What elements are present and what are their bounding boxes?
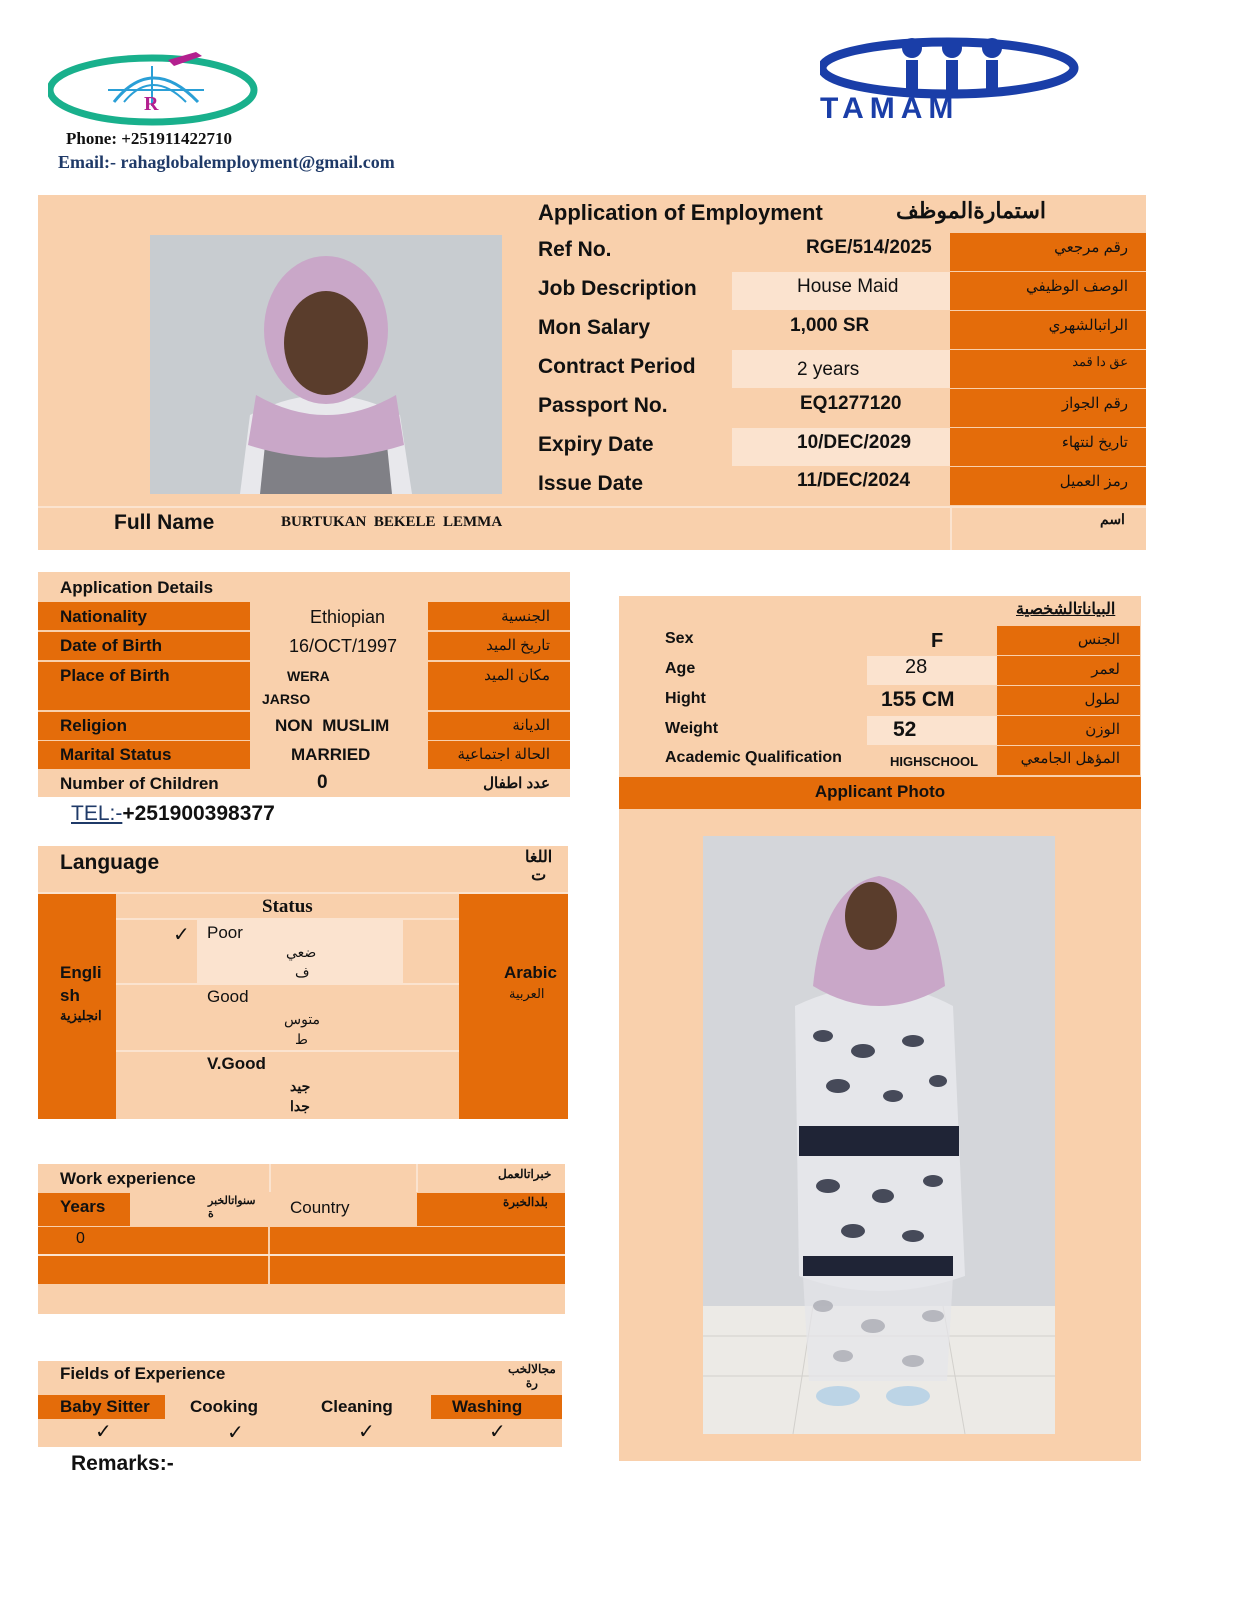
language-title-ar-line2: ت <box>531 867 547 884</box>
details-value-line2: JARSO <box>262 691 311 707</box>
phone-text: Phone: +251911422710 <box>66 129 232 148</box>
app-row-label-ar: عق دا قمد <box>1072 354 1128 369</box>
fields-header-row <box>38 1395 562 1419</box>
work-years-label-ar-line2: ة <box>208 1208 214 1220</box>
personal-label: Hight <box>665 690 706 707</box>
level-label: Poor <box>207 923 243 942</box>
language-level-good <box>116 985 459 1050</box>
portrait-photo <box>150 235 502 494</box>
app-row-value: EQ1277120 <box>800 393 902 414</box>
personal-row-academic <box>645 746 1140 775</box>
tamam-logo-text: TAMAM <box>820 92 960 125</box>
personal-label-ar: لطول <box>1084 691 1120 708</box>
details-label-ar: مكان الميد <box>484 667 550 684</box>
app-row-value: House Maid <box>797 276 899 297</box>
app-row-label-ar: رقم الجواز <box>1061 395 1128 412</box>
level-label: Good <box>207 987 249 1006</box>
details-row-religion <box>38 712 570 740</box>
app-row-job <box>516 272 1146 310</box>
raha-logo <box>48 44 262 128</box>
app-row-label-ar: الراتبالشهري <box>1048 317 1128 334</box>
personal-label: Academic Qualification <box>665 749 842 766</box>
tel-line <box>71 802 275 826</box>
english-label-ar: انجليزية <box>60 1008 102 1023</box>
details-row-pob <box>38 662 570 710</box>
field-baby-sitter: Baby Sitter <box>60 1397 150 1416</box>
english-label-2: sh <box>60 986 80 1005</box>
level-label-ar2: جدا <box>290 1098 310 1114</box>
details-label: Religion <box>60 716 128 735</box>
app-row-value: 10/DEC/2029 <box>797 432 912 453</box>
check-icon: ✓ <box>358 1421 375 1443</box>
details-value: WERA <box>287 668 330 684</box>
app-row-label-ar: الوصف الوظيفي <box>1026 278 1128 295</box>
app-row-value: 11/DEC/2024 <box>797 470 911 491</box>
personal-value: 52 <box>893 718 917 741</box>
personal-value: F <box>931 630 944 652</box>
work-row-1 <box>38 1227 565 1254</box>
details-label-ar: الديانة <box>512 717 550 734</box>
app-row-salary <box>516 311 1146 349</box>
details-label: Place of Birth <box>60 666 170 685</box>
details-label: Date of Birth <box>60 636 162 655</box>
personal-label: Sex <box>665 630 694 647</box>
personal-value: 28 <box>905 656 928 678</box>
full-name-label: Full Name <box>114 511 215 534</box>
language-title-ar-line1: اللغا <box>525 849 553 866</box>
details-value: 16/OCT/1997 <box>289 636 398 656</box>
check-icon: ✓ <box>227 1422 244 1444</box>
english-label-1: Engli <box>60 963 102 982</box>
work-title-ar: خبراتالعمل <box>498 1167 552 1181</box>
app-row-value: RGE/514/2025 <box>806 237 932 258</box>
level-label-ar2: ط <box>295 1031 308 1047</box>
level-label-ar: متوس <box>284 1011 321 1027</box>
status-header: Status <box>262 896 313 917</box>
details-label: Number of Children <box>60 774 219 793</box>
arabic-column <box>459 894 568 1119</box>
personal-label-ar: لعمر <box>1091 661 1120 678</box>
fields-title-ar-line1: مجالالخب <box>508 1362 556 1376</box>
remarks-label: Remarks:- <box>71 1452 174 1475</box>
details-row-children <box>38 770 570 797</box>
app-row-label: Expiry Date <box>538 433 654 456</box>
english-column <box>38 894 116 1119</box>
check-icon: ✓ <box>489 1421 506 1443</box>
details-value: 0 <box>317 772 328 793</box>
details-label-ar: عدد اطفال <box>483 775 550 792</box>
language-title-ar <box>525 849 552 885</box>
app-title: Application of Employment <box>538 200 823 225</box>
personal-row-age <box>645 656 1140 685</box>
details-label: Nationality <box>60 607 147 626</box>
email-text: Email:- rahaglobalemployment@gmail.com <box>58 152 395 172</box>
level-label: V.Good <box>207 1054 266 1073</box>
details-row-nationality <box>38 602 570 630</box>
applicant-photo-label <box>619 777 1141 809</box>
full-name-label-ar: اسم <box>1100 511 1125 527</box>
app-row-passport <box>516 389 1146 427</box>
personal-row-height <box>645 686 1140 715</box>
personal-label-ar: الوزن <box>1085 721 1120 738</box>
personal-row-weight <box>645 716 1140 745</box>
language-level-vgood <box>116 1052 459 1119</box>
applicant-full-photo <box>703 836 1055 1434</box>
app-row-label: Ref No. <box>538 238 612 261</box>
app-row-label-ar: رقم مرجعي <box>1054 239 1128 256</box>
level-label-ar2: ف <box>295 964 310 980</box>
app-row-issue <box>516 467 1146 505</box>
svg-text:R: R <box>144 93 159 115</box>
fields-title: Fields of Experience <box>60 1364 226 1383</box>
details-value: NON MUSLIM <box>275 716 390 735</box>
app-row-label-ar: رمز العميل <box>1059 473 1128 490</box>
details-label-ar: الحالة اجتماعية <box>457 746 550 763</box>
check-icon: ✓ <box>95 1421 112 1443</box>
fields-title-ar <box>508 1362 556 1390</box>
work-header-row <box>38 1193 565 1226</box>
work-years-label-ar <box>208 1195 256 1221</box>
personal-label: Weight <box>665 720 719 737</box>
app-row-value: 1,000 SR <box>790 315 870 336</box>
arabic-label: Arabic <box>504 963 557 982</box>
personal-label: Age <box>665 660 696 677</box>
app-row-value: 2 years <box>797 359 860 380</box>
app-row-label: Passport No. <box>538 394 668 417</box>
app-row-label: Contract Period <box>538 355 696 378</box>
work-years-label: Years <box>60 1197 106 1216</box>
app-title-ar: استمارةالموظف <box>896 198 1046 223</box>
personal-label-ar: الجنس <box>1077 631 1120 648</box>
tamam-logo <box>820 30 1096 126</box>
app-row-expiry <box>516 428 1146 466</box>
app-row-contract <box>516 350 1146 388</box>
app-row-label-ar: تاريخ لنتهاء <box>1061 434 1128 451</box>
tel-number: +251900398377 <box>122 802 275 825</box>
app-row-label: Job Description <box>538 277 697 300</box>
arabic-label-ar: العربية <box>509 986 545 1001</box>
fields-check-row <box>38 1419 562 1447</box>
work-row-2 <box>38 1256 565 1284</box>
full-name-value: BURTUKAN BEKELE LEMMA <box>281 514 503 530</box>
work-title: Work experience <box>60 1169 196 1188</box>
work-country-label-ar: بلدالخبرة <box>503 1195 548 1209</box>
work-years-label-ar-line1: سنواتالخبر <box>208 1195 256 1207</box>
app-row-label: Mon Salary <box>538 316 651 339</box>
personal-value: 155 CM <box>881 688 955 711</box>
full-name-row-border <box>38 506 1146 508</box>
field-washing: Washing <box>452 1397 523 1416</box>
tel-prefix: TEL:- <box>71 802 123 825</box>
details-label-ar: الجنسية <box>501 608 550 625</box>
app-row-ref <box>516 233 1146 271</box>
details-title: Application Details <box>60 578 214 597</box>
details-value: Ethiopian <box>310 607 386 627</box>
field-cleaning: Cleaning <box>321 1397 393 1416</box>
applicant-photo-label-text: Applicant Photo <box>814 782 946 801</box>
details-label: Marital Status <box>60 745 172 764</box>
app-row-label: Issue Date <box>538 472 644 495</box>
check-icon: ✓ <box>173 924 190 946</box>
personal-row-sex <box>645 626 1140 655</box>
level-label-ar: ضعي <box>286 944 317 960</box>
language-level-poor <box>116 920 459 983</box>
personal-title-ar: البياناتالشخصية <box>1016 601 1116 618</box>
personal-label-ar: المؤهل الجامعي <box>1020 750 1120 767</box>
details-value: MARRIED <box>291 745 371 764</box>
work-header-divider-1 <box>269 1164 271 1192</box>
details-label-ar: تاريخ الميد <box>486 637 550 654</box>
work-years-value: 0 <box>76 1230 85 1247</box>
work-country-label: Country <box>290 1198 350 1217</box>
language-title: Language <box>60 851 160 874</box>
personal-value: HIGHSCHOOL <box>890 754 979 769</box>
details-row-dob <box>38 632 570 660</box>
work-header-divider-2 <box>416 1164 418 1192</box>
level-label-ar: جيد <box>290 1078 311 1094</box>
details-row-marital <box>38 741 570 769</box>
fields-title-ar-line2: رة <box>525 1376 538 1390</box>
full-name-divider <box>950 506 952 550</box>
field-cooking: Cooking <box>190 1397 258 1416</box>
